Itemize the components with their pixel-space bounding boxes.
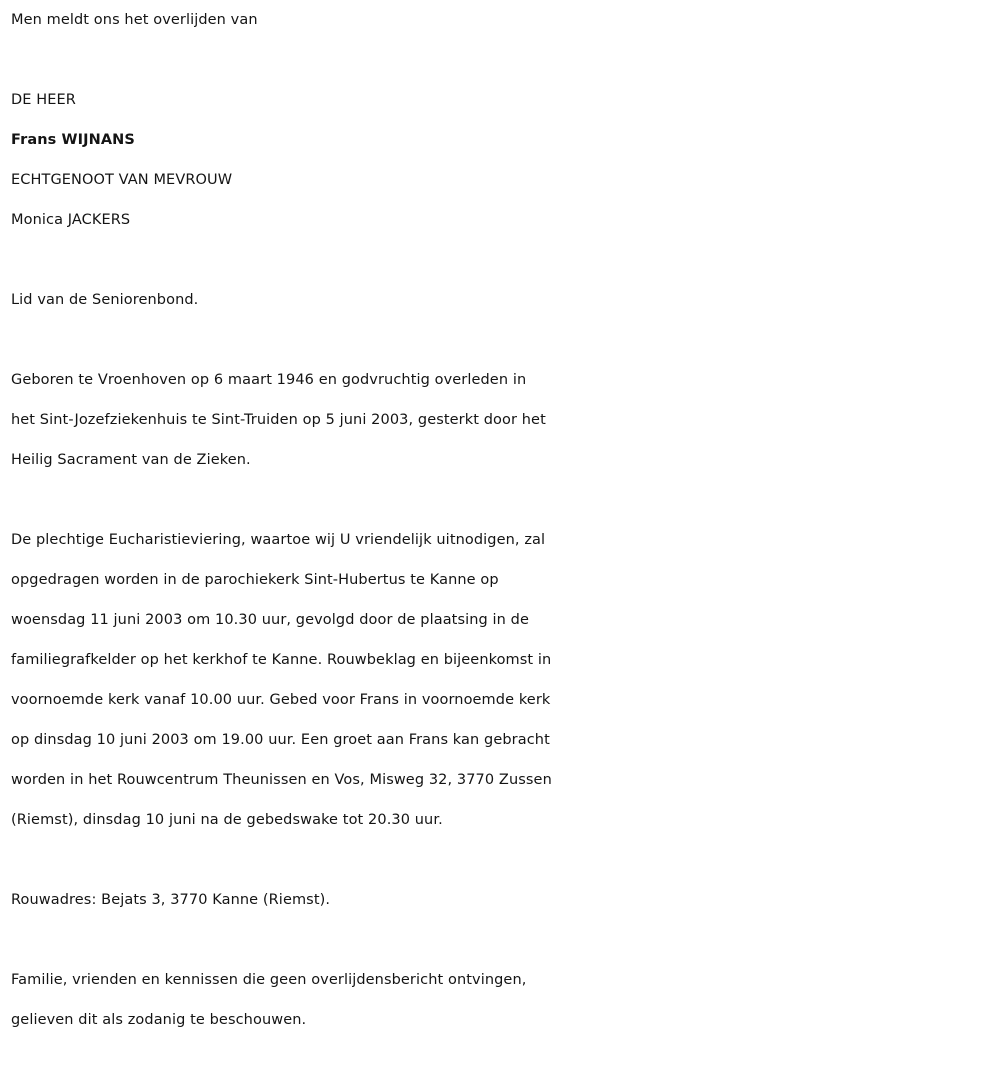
spacer <box>11 840 996 880</box>
paragraph-line: Geboren te Vroenhoven op 6 maart 1946 en godvruchtig overleden in <box>11 372 527 388</box>
paragraph-line: opgedragen worden in de parochiekerk Sint-Hubertus te Kanne op <box>11 572 499 588</box>
ceremony-paragraph <box>11 520 996 840</box>
spacer <box>11 480 996 520</box>
paragraph-line: woensdag 11 juni 2003 om 10.30 uur, gevolgd door de plaatsing in de <box>11 612 530 628</box>
paragraph-line: gelieven dit als zodanig te beschouwen. <box>11 1012 307 1028</box>
deceased-name: Frans WIJNANS <box>11 132 135 148</box>
paragraph-line: worden in het Rouwcentrum Theunissen en Vos, Misweg 32, 3770 Zussen <box>11 772 552 788</box>
paragraph-line: Heilig Sacrament van de Zieken. <box>11 452 251 468</box>
spouse-name: Monica JACKERS <box>11 212 131 228</box>
spacer <box>11 240 996 280</box>
membership-text: Lid van de Seniorenbond. <box>11 292 199 308</box>
paragraph-line: voornoemde kerk vanaf 10.00 uur. Gebed voor Frans in voornoemde kerk <box>11 692 551 708</box>
paragraph-line: (Riemst), dinsdag 10 juni na de gebedswake tot 20.30 uur. <box>11 812 443 828</box>
address-text: Rouwadres: Bejats 3, 3770 Kanne (Riemst). <box>11 892 331 908</box>
paragraph-line: Familie, vrienden en kennissen die geen overlijdensbericht ontvingen, <box>11 972 527 988</box>
spacer <box>11 920 996 960</box>
intro-text: Men meldt ons het overlijden van <box>11 12 258 28</box>
obituary-notice <box>11 0 996 1040</box>
paragraph-line: op dinsdag 10 juni 2003 om 19.00 uur. Een groet aan Frans kan gebracht <box>11 732 550 748</box>
spacer <box>11 320 996 360</box>
paragraph-line: familiegrafkelder op het kerkhof te Kanne. Rouwbeklag en bijeenkomst in <box>11 652 552 668</box>
spouse-label: ECHTGENOOT VAN MEVROUW <box>11 172 233 188</box>
spacer <box>11 40 996 80</box>
paragraph-line: De plechtige Eucharistieviering, waartoe wij U vriendelijk uitnodigen, zal <box>11 532 546 548</box>
title-line: DE HEER <box>11 92 76 108</box>
paragraph-line: het Sint-Jozefziekenhuis te Sint-Truiden op 5 juni 2003, gesterkt door het <box>11 412 546 428</box>
closing-paragraph <box>11 960 996 1040</box>
birth-death-paragraph <box>11 360 996 480</box>
